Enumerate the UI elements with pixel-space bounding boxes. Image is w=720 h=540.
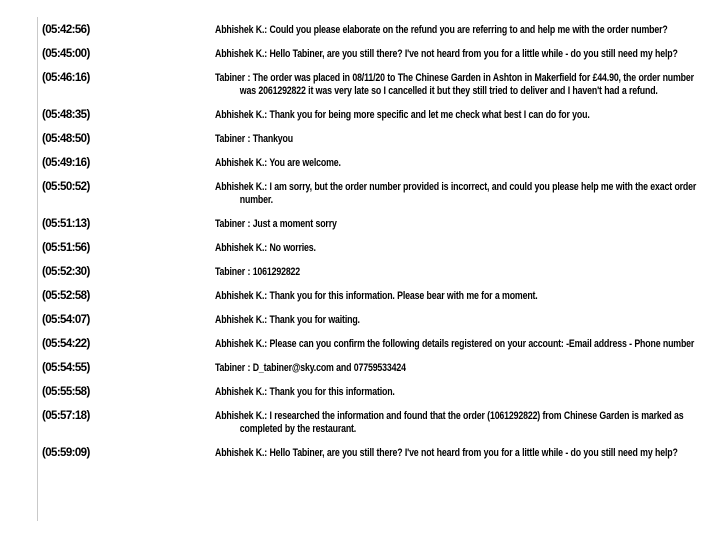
message-timestamp: (05:57:18)	[42, 410, 90, 422]
message-text: Thankyou	[252, 133, 293, 145]
message-text: Hello Tabiner, are you still there? I've not heard from you for a little while - do you still need my help?	[269, 48, 678, 60]
message-text: 1061292822	[252, 266, 301, 278]
message-text: Could you please elaborate on the refund you are referring to and help me with the order number?	[269, 24, 668, 36]
message-timestamp: (05:51:56)	[42, 242, 90, 254]
message-body	[215, 386, 712, 399]
message-text: D_tabiner@sky.com and 07759533424	[252, 362, 406, 374]
message-timestamp: (05:55:58)	[42, 386, 90, 398]
message-body	[215, 338, 712, 351]
chat-message-row	[42, 242, 720, 255]
message-sender: Tabiner :	[215, 266, 251, 278]
message-text: You are welcome.	[269, 157, 341, 169]
chat-message-row	[42, 133, 720, 146]
chat-message-row	[42, 338, 720, 351]
chat-message-row	[42, 181, 720, 207]
message-sender: Abhishek K.:	[215, 447, 268, 459]
message-text: Thank you for this information.	[269, 386, 395, 398]
message-sender: Abhishek K.:	[215, 181, 268, 193]
message-body	[215, 218, 712, 231]
message-timestamp: (05:52:30)	[42, 266, 90, 278]
message-body	[215, 447, 712, 460]
message-body	[215, 266, 712, 279]
message-timestamp: (05:54:55)	[42, 362, 90, 374]
message-sender: Tabiner :	[215, 133, 251, 145]
message-body	[215, 72, 712, 98]
message-body	[215, 314, 712, 327]
message-text: Thank you for waiting.	[269, 314, 360, 326]
message-text: Thank you for this information. Please bear with me for a moment.	[269, 290, 538, 302]
message-timestamp: (05:50:52)	[42, 181, 90, 193]
message-timestamp: (05:46:16)	[42, 72, 90, 84]
message-body	[215, 362, 712, 375]
chat-message-row	[42, 447, 720, 460]
message-body	[215, 48, 712, 61]
message-body	[215, 157, 712, 170]
message-sender: Abhishek K.:	[215, 410, 268, 422]
message-sender: Abhishek K.:	[215, 242, 268, 254]
message-sender: Abhishek K.:	[215, 24, 268, 36]
message-text: Please can you confirm the following details registered on your account: -Email address - Phone number	[269, 338, 695, 350]
message-timestamp: (05:48:35)	[42, 109, 90, 121]
message-timestamp: (05:59:09)	[42, 447, 90, 459]
message-sender: Abhishek K.:	[215, 386, 268, 398]
message-body	[215, 410, 712, 436]
message-text: The order was placed in 08/11/20 to The Chinese Garden in Ashton in Makerfield for £44.90, the order number was 2061292822 it was very late so I cancelled it but they still tried to deliver and I haven't had a refund.	[239, 72, 694, 97]
message-timestamp: (05:54:07)	[42, 314, 90, 326]
chat-message-row	[42, 218, 720, 231]
message-body	[215, 133, 712, 146]
chat-message-row	[42, 362, 720, 375]
message-sender: Abhishek K.:	[215, 338, 268, 350]
chat-message-row	[42, 109, 720, 122]
message-body	[215, 242, 712, 255]
message-sender: Abhishek K.:	[215, 157, 268, 169]
message-sender: Abhishek K.:	[215, 290, 268, 302]
message-sender: Abhishek K.:	[215, 48, 268, 60]
message-timestamp: (05:52:58)	[42, 290, 90, 302]
message-text: No worries.	[269, 242, 316, 254]
message-timestamp: (05:51:13)	[42, 218, 90, 230]
left-divider	[37, 17, 38, 521]
chat-message-row	[42, 157, 720, 170]
chat-message-row	[42, 314, 720, 327]
message-body	[215, 290, 712, 303]
message-sender: Abhishek K.:	[215, 314, 268, 326]
message-timestamp: (05:42:56)	[42, 24, 90, 36]
chat-message-row	[42, 386, 720, 399]
message-body	[215, 109, 712, 122]
message-body	[215, 24, 712, 37]
message-timestamp: (05:49:16)	[42, 157, 90, 169]
chat-message-row	[42, 266, 720, 279]
message-text: Hello Tabiner, are you still there? I've not heard from you for a little while - do you still need my help?	[269, 447, 678, 459]
message-timestamp: (05:45:00)	[42, 48, 90, 60]
message-timestamp: (05:48:50)	[42, 133, 90, 145]
chat-message-row	[42, 48, 720, 61]
message-timestamp: (05:54:22)	[42, 338, 90, 350]
message-sender: Tabiner :	[215, 72, 251, 84]
message-text: Just a moment sorry	[252, 218, 337, 230]
message-sender: Abhishek K.:	[215, 109, 268, 121]
chat-message-row	[42, 410, 720, 436]
message-text: Thank you for being more specific and let me check what best I can do for you.	[269, 109, 590, 121]
chat-message-row	[42, 290, 720, 303]
message-body	[215, 181, 712, 207]
message-text: I researched the information and found that the order (1061292822) from Chinese Garden is marked as completed by the restaurant.	[239, 410, 684, 435]
message-list	[42, 24, 720, 471]
message-sender: Tabiner :	[215, 362, 251, 374]
message-text: I am sorry, but the order number provided is incorrect, and could you please help me with the exact order number.	[239, 181, 697, 206]
message-sender: Tabiner :	[215, 218, 251, 230]
chat-message-row	[42, 24, 720, 37]
chat-message-row	[42, 72, 720, 98]
